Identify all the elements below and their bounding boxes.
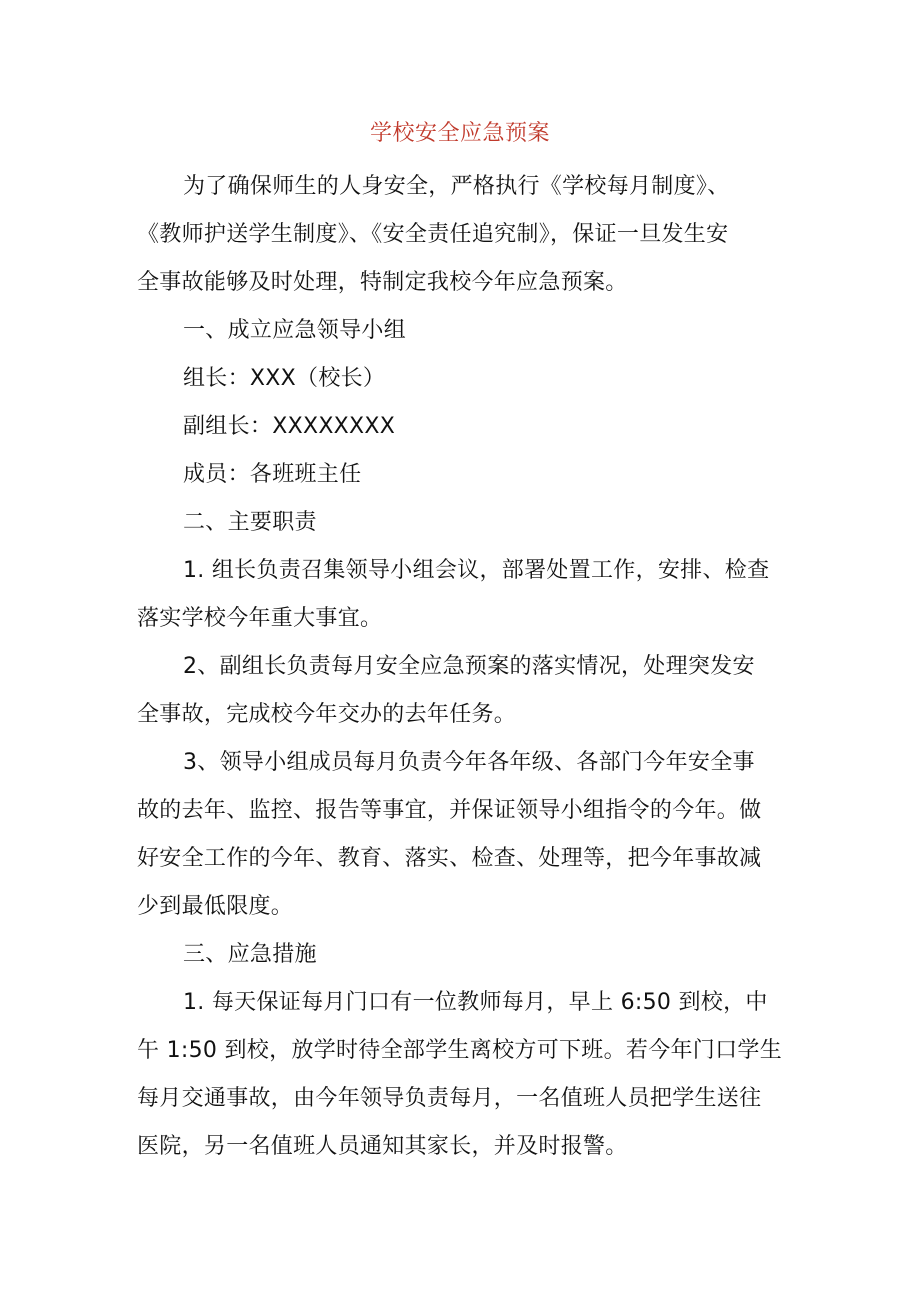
section-heading-2: 二、主要职责 [183, 510, 317, 535]
duty-paragraph-1 [137, 547, 785, 643]
intro-paragraph [137, 163, 785, 307]
leader-line: 组长：XXX（校长） [183, 366, 386, 391]
duty-line: 好安全工作的今年、教育、落实、检查、处理等，把今年事故减 [137, 846, 762, 871]
section-heading-3: 三、应急措施 [183, 942, 317, 967]
measure-line: 医院，另一名值班人员通知其家长，并及时报警。 [137, 1134, 628, 1159]
intro-line: 全事故能够及时处理，特制定我校今年应急预案。 [137, 270, 628, 295]
document-title: 学校安全应急预案 [369, 121, 550, 146]
measure-line: 每月交通事故，由今年领导负责每月，一名值班人员把学生送往 [137, 1086, 762, 1111]
duty-line: 故的去年、监控、报告等事宜，并保证领导小组指令的今年。做 [137, 798, 762, 823]
measure-line: 午 1:50 到校，放学时待全部学生离校方可下班。若今年门口学生 [137, 1038, 782, 1063]
intro-line: 《教师护送学生制度》、《安全责任追究制》，保证一旦发生安 [137, 222, 729, 247]
vice-leader-line: 副组长：XXXXXXXX [183, 414, 396, 439]
section-heading-1: 一、成立应急领导小组 [183, 318, 407, 343]
measure-paragraph-1 [137, 979, 785, 1171]
duty-line: 落实学校今年重大事宜。 [137, 606, 383, 631]
duty-line: 2、副组长负责每月安全应急预案的落实情况，处理突发安 [183, 654, 755, 679]
duty-line: 1. 组长负责召集领导小组会议，部署处置工作，安排、检查 [183, 558, 770, 583]
duty-paragraph-2 [137, 643, 785, 739]
duty-line: 全事故，完成校今年交办的去年任务。 [137, 702, 517, 727]
members-line: 成员：各班班主任 [183, 462, 362, 487]
document-body [137, 163, 785, 1171]
duty-line: 少到最低限度。 [137, 894, 294, 919]
measure-line: 1. 每天保证每月门口有一位教师每月，早上 6:50 到校，中 [183, 990, 768, 1015]
intro-line: 为了确保师生的人身安全，严格执行《学校每月制度》、 [183, 174, 730, 199]
duty-paragraph-3 [137, 739, 785, 931]
duty-line: 3、领导小组成员每月负责今年各年级、各部门今年安全事 [183, 750, 755, 775]
